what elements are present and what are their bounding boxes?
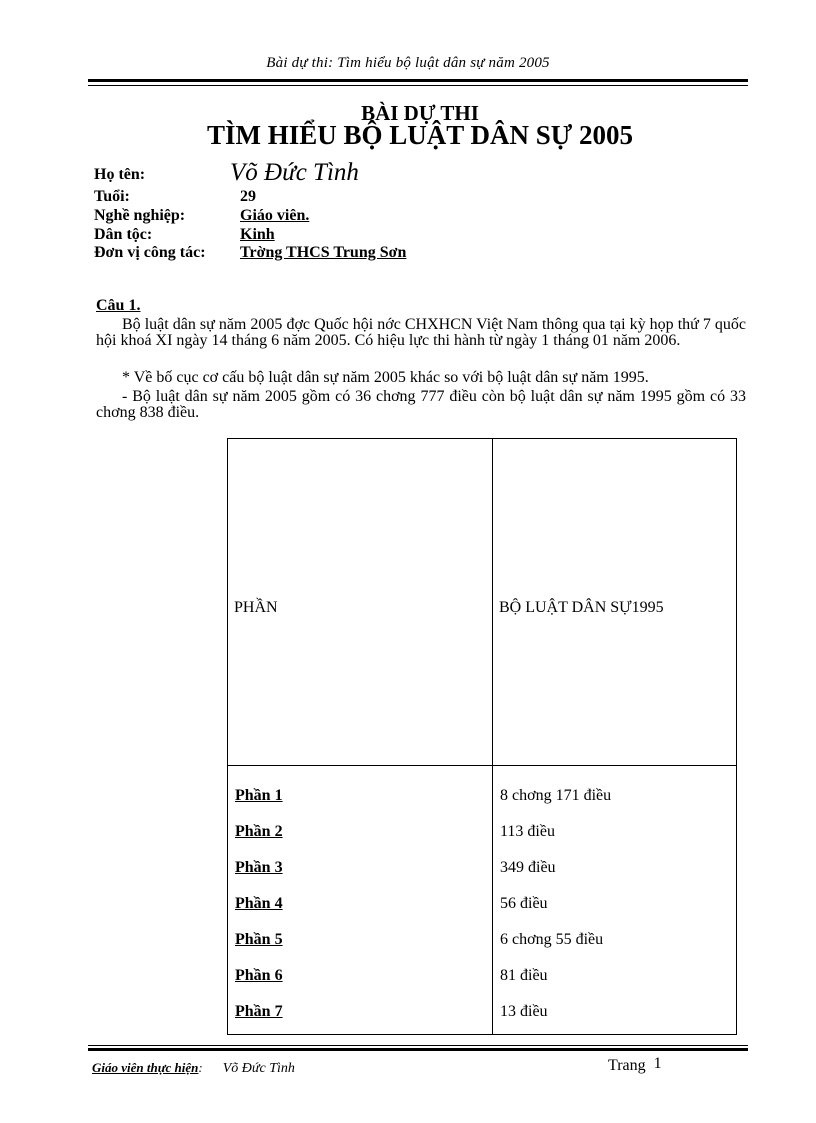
footer-teacher [92, 1060, 295, 1077]
table-row-part: Phần 1 [235, 787, 283, 804]
header-rule-thick [88, 79, 748, 82]
footer-page-number: 1 [653, 1055, 662, 1072]
question-heading: Câu 1. [96, 297, 141, 314]
running-header: Bài dự thi: Tìm hiểu bộ luật dân sự năm 2005 [266, 55, 550, 71]
table-row-value: 349 điều [500, 859, 556, 876]
table-row-value: 56 điều [500, 895, 548, 912]
table-row-part: Phần 6 [235, 967, 283, 984]
question-paragraph-2: * Về bố cục cơ cấu bộ luật dân sự năm 2005 khác so với bộ luật dân sự năm 1995. [122, 369, 649, 386]
table-row-value: 113 điều [500, 823, 555, 840]
table-row-divider [228, 765, 736, 766]
table-row-value: 6 chơng 55 điều [500, 931, 604, 948]
table-header-part: PHẦN [234, 599, 278, 616]
footer-page [608, 1057, 662, 1075]
ethnic-label: Dân tộc: [94, 226, 153, 243]
name-value: Võ Đức Tình [230, 159, 359, 186]
table-row-part: Phần 7 [235, 1003, 283, 1020]
table-row-part: Phần 2 [235, 823, 283, 840]
table-row-part: Phần 4 [235, 895, 283, 912]
table-row-value: 13 điều [500, 1003, 548, 1020]
ethnic-value: Kinh [240, 226, 275, 243]
table-header-law-1995: BỘ LUẬT DÂN SỰ1995 [499, 599, 664, 616]
table-row-part: Phần 3 [235, 859, 283, 876]
question-paragraph-3: - Bộ luật dân sự năm 2005 gồm có 36 chơng 777 điều còn bộ luật dân sự năm 1995 gồm có 33 chơng 838 điều. [96, 388, 746, 421]
footer-rule-thick [88, 1048, 748, 1051]
comparison-table [227, 438, 737, 1035]
table-row-value: 8 chơng 171 điều [500, 787, 612, 804]
footer-page-label: Trang [608, 1057, 646, 1074]
document-title-line1: BÀI DỰ THI [361, 101, 479, 125]
table-column-divider [492, 439, 493, 1034]
name-label: Họ tên: [94, 166, 146, 183]
age-value: 29 [240, 188, 256, 205]
unit-value: Trờng THCS Trung Sơn [240, 244, 407, 261]
footer-teacher-colon: : [198, 1060, 203, 1075]
question-paragraph-1: Bộ luật dân sự năm 2005 đợc Quốc hội nớc CHXHCN Việt Nam thông qua tại kỳ họp thứ 7 quốc hội khoá XI ngày 14 tháng 6 năm 2005. Có hiệu lực thi hành từ ngày 1 tháng 01 năm 2006. [96, 316, 746, 349]
document-title-line2: TÌM HIỂU BỘ LUẬT DÂN SỰ 2005 [206, 120, 634, 150]
table-row-value: 81 điều [500, 967, 548, 984]
footer-teacher-name: Võ Đức Tình [222, 1061, 295, 1076]
job-value: Giáo viên. [240, 207, 310, 224]
footer-teacher-label: Giáo viên thực hiện [92, 1060, 199, 1075]
footer-rule-thin [88, 1045, 748, 1046]
job-label: Nghề nghiệp: [94, 207, 186, 224]
header-rule-thin [88, 85, 748, 86]
table-row-part: Phần 5 [235, 931, 283, 948]
age-label: Tuổi: [94, 188, 130, 205]
unit-label: Đơn vị công tác: [94, 244, 206, 261]
